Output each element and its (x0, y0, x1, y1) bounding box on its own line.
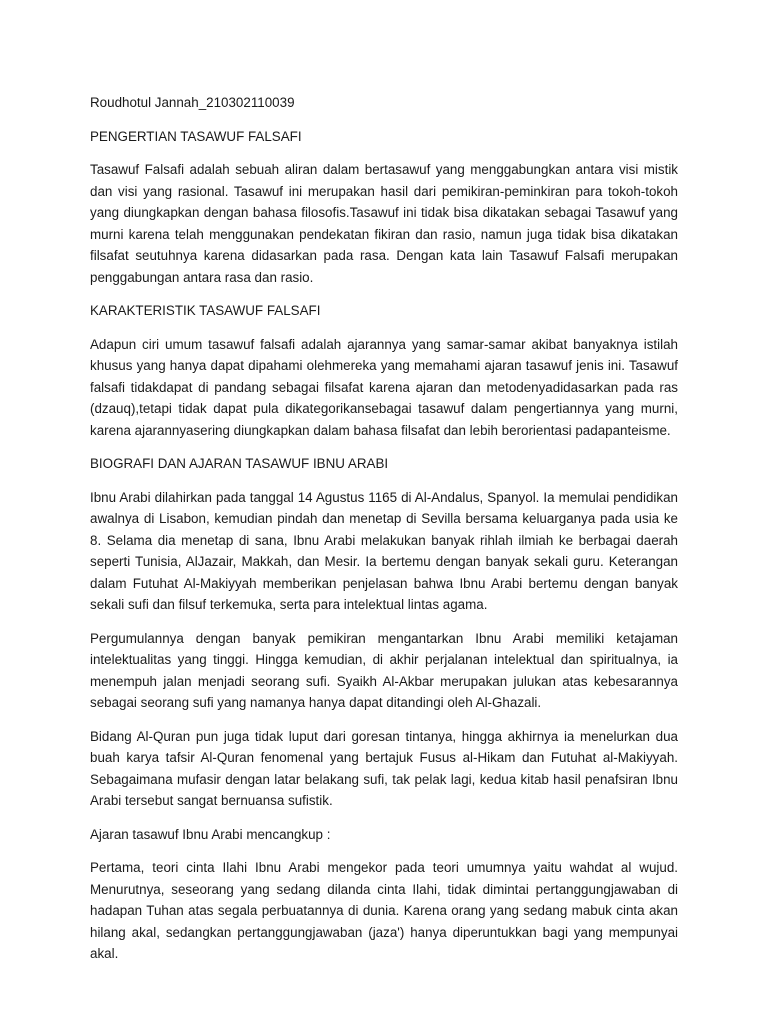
paragraph-pengertian: Tasawuf Falsafi adalah sebuah aliran dalam bertasawuf yang menggabungkan antara visi mistik dan visi yang rasional. Tasawuf ini merupakan hasil dari pemikiran-peminkiran para tokoh-tokoh yang diungkapkan dengan bahasa filosofis.Tasawuf ini tidak bisa dikatakan sebagai Tasawuf yang murni karena telah menggunakan pendekatan fikiran dan rasio, namun juga tidak bisa dikatakan filsafat seutuhnya karena didasarkan pada rasa. Dengan kata lain Tasawuf Falsafi merupakan penggabungan antara rasa dan rasio. (90, 162, 678, 285)
paragraph-teachings: Pertama, teori cinta Ilahi Ibnu Arabi mengekor pada teori umumnya yaitu wahdat al wujud. Menurutnya, seseorang yang sedang dilanda cinta Ilahi, tidak dimintai pertanggungjawaban di hadapan Tuhan atas segala perbuatannya di dunia. Karena orang yang sedang mabuk cinta akan hilang akal, sedangkan pertanggungjawaban (jaza') hanya diperuntukkan bagi yang mempunyai akal. (90, 860, 678, 961)
paragraph-biografi-2: Pergumulannya dengan banyak pemikiran mengantarkan Ibnu Arabi memiliki ketajaman intelektualitas yang tinggi. Hingga kemudian, di akhir perjalanan intelektual dan spiritualnya, ia menempuh jalan menjadi seorang sufi. Syaikh Al-Akbar merupakan julukan atas kebesarannya sebagai seorang sufi yang namanya hanya dapat ditandingi oleh Al-Ghazali. (90, 630, 678, 710)
paragraph-biografi-3: Bidang Al-Quran pun juga tidak luput dari goresan tintanya, hingga akhirnya ia menelurkan dua buah karya tafsir Al-Quran fenomenal yang bertajuk Fusus al-Hikam dan Futuhat al-Makiyyah. Sebagaimana mufasir dengan latar belakang sufi, tak pelak lagi, kedua kitab hasil penafsiran Ibnu Arabi tersebut sangat bernuansa sufistik. (90, 728, 678, 808)
document-page (90, 92, 678, 977)
section-heading-biografi: BIOGRAFI DAN AJARAN TASAWUF IBNU ARABI (90, 456, 389, 471)
section-heading-pengertian: PENGERTIAN TASAWUF FALSAFI (90, 128, 302, 144)
teachings-intro: Ajaran tasawuf Ibnu Arabi mencangkup : (90, 826, 331, 842)
paragraph-biografi-1: Ibnu Arabi dilahirkan pada tanggal 14 Agustus 1165 di Al-Andalus, Spanyol. Ia memulai pendidikan awalnya di Lisabon, kemudian pindah dan menetap di Sevilla bersama keluarganya pada usia ke 8. Selama dia menetap di sana, Ibnu Arabi melakukan banyak rihlah ilmiah ke berbagai daerah seperti Tunisia, AlJazair, Makkah, dan Mesir. Ia bertemu dengan banyak sekali guru. Keterangan dalam Futuhat Al-Makiyyah memberikan penjelasan bahwa Ibnu Arabi bertemu dengan banyak sekali sufi dan filsuf terkemuka, serta para intelektual lintas agama. (90, 489, 678, 612)
section-heading-karakteristik: KARAKTERISTIK TASAWUF FALSAFI (90, 303, 321, 318)
author-line: Roudhotul Jannah_210302110039 (90, 95, 295, 110)
paragraph-karakteristik: Adapun ciri umum tasawuf falsafi adalah ajarannya yang samar-samar akibat banyaknya istilah khusus yang hanya dapat dipahami olehmereka yang memahami ajaran tasawuf jenis ini. Tasawuf falsafi tidakdapat di pandang sebagai filsafat karena ajaran dan metodenyadidasarkan pada ras (dzauq),tetapi tidak dapat pula dikategorikansebagai tasawuf dalam pengertiannya yang murni, karena ajarannyasering diungkapkan dalam bahasa filsafat dan lebih berorientasi padapanteisme. (90, 336, 678, 438)
